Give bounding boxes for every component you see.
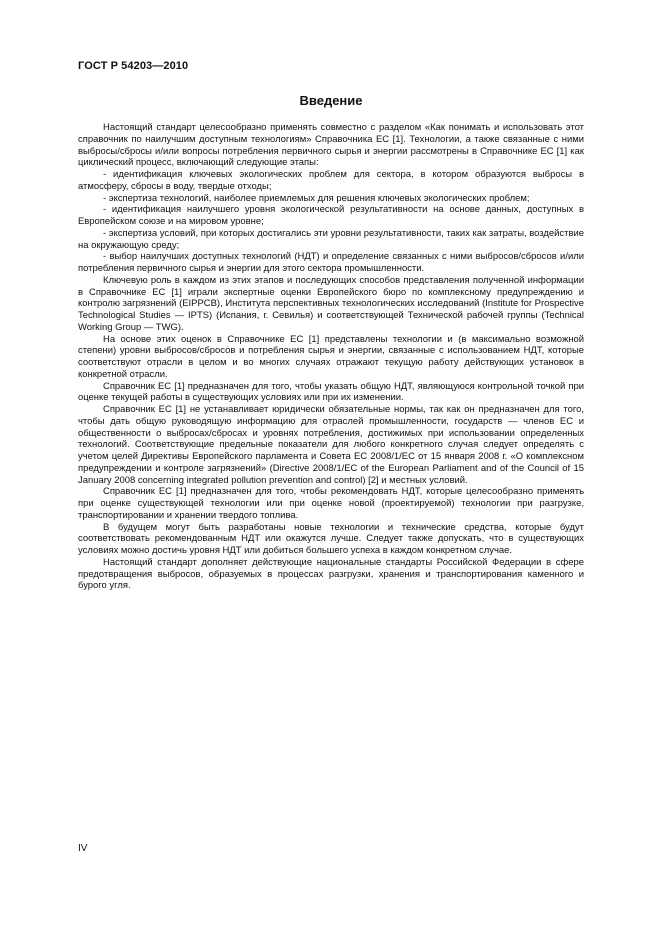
paragraph: Справочник ЕС [1] не устанавливает юридически обязательные нормы, так как он предназначен для того, чтобы дать общую руководящую информацию для отраслей промышленности, государств — членов ЕС и общественности о выбросах/сбросах и уровнях потребления, достижимых при использовании определенных технологий. Соответствующие предельные показатели для любого конкретного случая следует определять с учетом целей Директивы Европейского парламента и Совета ЕС 2008/1/ЕС от 15 января 2008 г. «О комплексном предупреждении и контроле загрязнений» (Directive 2008/1/EC of the European Parliament and of the Council of 15 January 2008 concerning integrated pollution prevention and control) [2] и местных условий. — [78, 404, 584, 486]
list-item: - идентификация ключевых экологических проблем для сектора, в котором образуются выбросы в атмосферу, сбросы в воду, твердые отходы; — [78, 169, 584, 192]
list-item: - экспертиза условий, при которых достигались эти уровни результативности, таких как затраты, воздействие на окружающую среду; — [78, 227, 584, 251]
paragraph: Настоящий стандарт дополняет действующие национальные стандарты Российской Федерации в сфере предотвращения выбросов, образуемых в процессах разгрузки, хранения и транспортирования каменного и бурого угля. — [78, 556, 584, 592]
section-title: Введение — [299, 93, 363, 108]
body-text — [78, 122, 584, 592]
paragraph: Справочник ЕС [1] предназначен для того, чтобы указать общую НДТ, являющуюся контрольной точкой при оценке текущей работы в существующих условиях или при их изменении. — [78, 380, 584, 404]
paragraph: На основе этих оценок в Справочнике ЕС [1] представлены технологии и (в максимально возможной степени) уровни выбросов/сбросов и потребления сырья и энергии, связанные с использованием НДТ, которые соответствуют отрасли в целом и во многих случаях отражают текущую работу действующих установок в конкретной отрасли. — [78, 333, 584, 380]
list-item: - выбор наилучших доступных технологий (НДТ) и определение связанных с ними выбросов/сбросов и/или потребления первичного сырья и энергии для этого сектора промышленности. — [78, 251, 584, 274]
page-number: IV — [78, 843, 88, 854]
list-item: - идентификация наилучшего уровня экологической результативности на основе данных, доступных в Европейском союзе и на мировом уровне; — [78, 204, 584, 227]
paragraph: Настоящий стандарт целесообразно применять совместно с разделом «Как понимать и использовать этот справочник по наилучшим доступным технологиям» Справочника ЕС [1]. Технологии, а также связанные с ними выбросы/сбросы и/или вопросы потребления первичного сырья и энергии рассмотрены в Справочнике ЕС [1] как циклический процесс, включающий следующие этапы: — [78, 122, 584, 169]
paragraph: Справочник ЕС [1] предназначен для того, чтобы рекомендовать НДТ, которые целесообразно применять при оценке существующей технологии или при оценке новой (проектируемой) технологии при разгрузке, транспортировании и хранении твердого топлива. — [78, 486, 584, 521]
list-item: - экспертиза технологий, наиболее приемлемых для решения ключевых экологических проблем; — [103, 192, 530, 204]
paragraph: В будущем могут быть разработаны новые технологии и технические средства, которые будут соответствовать рекомендованным НДТ или окажутся лучше. Следует также допускать, что в существующих условиях можно достичь уровня НДТ или добиться большего успеха в каждом конкретном случае. — [78, 521, 584, 556]
document-header: ГОСТ Р 54203—2010 — [78, 60, 189, 72]
paragraph: Ключевую роль в каждом из этих этапов и последующих способов представления полученной информации в Справочнике ЕС [1] играли экспертные оценки Европейского бюро по комплексному предупреждению и контролю загрязнений (EIPPCB), Института перспективных технологических исследований (Institute for Prospective Technological Studies — IPTS) (Испания, г. Севилья) и соответствующей Технической рабочей группы (Technical Working Group — TWG). — [78, 274, 584, 333]
